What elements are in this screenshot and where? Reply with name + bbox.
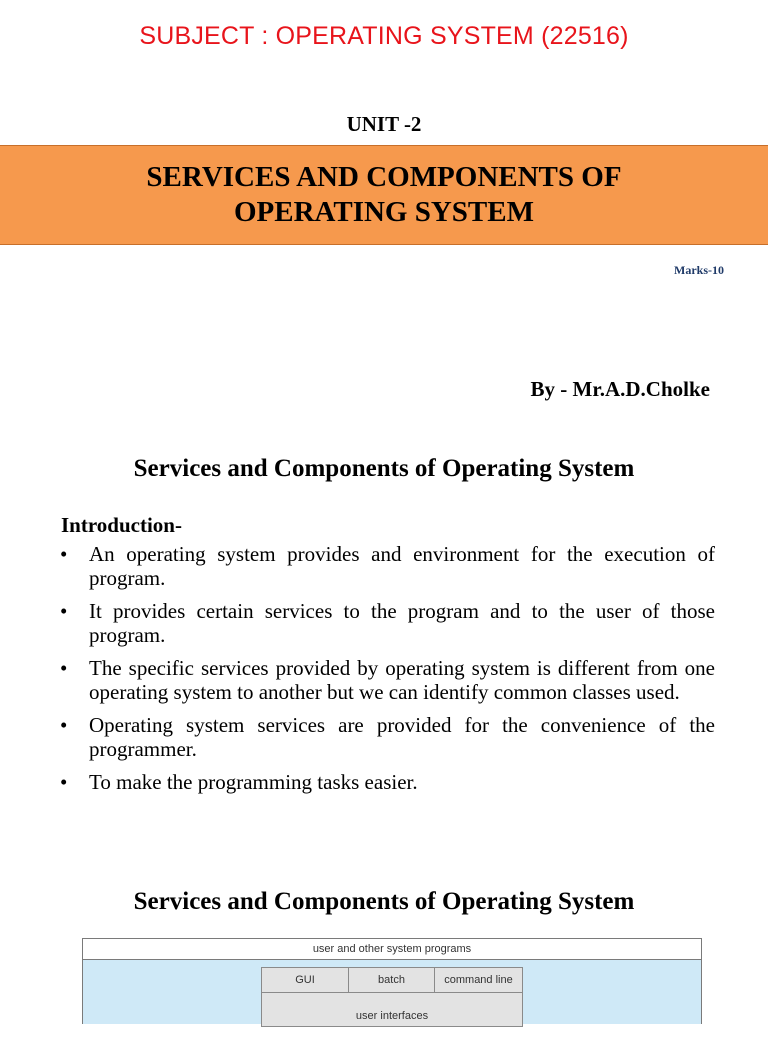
batch-cell: batch <box>349 968 435 992</box>
os-services-diagram <box>82 938 702 1024</box>
bullet-list <box>58 542 715 803</box>
bullet-icon: • <box>60 599 68 623</box>
unit-label: UNIT -2 <box>346 112 422 136</box>
bullet-item <box>58 713 715 761</box>
user-interfaces-box <box>261 967 523 1027</box>
bullet-text: An operating system provides and environment for the execution of program. <box>89 542 715 590</box>
command-line-cell: command line <box>444 974 513 986</box>
bullet-icon: • <box>60 713 68 737</box>
section-heading-2: Services and Components of Operating System <box>133 888 635 915</box>
section-heading: Services and Components of Operating System <box>133 455 635 482</box>
bullet-icon: • <box>60 542 68 566</box>
bullet-icon: • <box>60 770 68 794</box>
slide-title-line-1: SERVICES AND COMPONENTS OF <box>146 161 622 193</box>
bullet-item <box>58 656 715 704</box>
introduction-label: Introduction- <box>61 513 182 537</box>
bullet-item <box>58 770 715 794</box>
slide-title-line-2: OPERATING SYSTEM <box>234 196 534 228</box>
bullet-text: The specific services provided by operating system is different from one operating system to another but we can identify common classes used. <box>89 656 715 704</box>
bullet-icon: • <box>60 656 68 680</box>
bullet-text: It provides certain services to the program and to the user of those program. <box>89 599 715 647</box>
subject-title: SUBJECT : OPERATING SYSTEM (22516) <box>139 22 629 50</box>
bullet-item <box>58 599 715 647</box>
user-interfaces-label: user interfaces <box>262 992 522 1027</box>
author-label: By - Mr.A.D.Cholke <box>530 377 710 401</box>
title-banner <box>0 145 768 245</box>
bullet-text: To make the programming tasks easier. <box>89 770 418 794</box>
bullet-text: Operating system services are provided for the convenience of the programmer. <box>89 713 715 761</box>
gui-cell: GUI <box>262 968 349 992</box>
bullet-item <box>58 542 715 590</box>
slide-title <box>146 160 621 230</box>
marks-label: Marks-10 <box>674 263 724 277</box>
system-programs-layer: user and other system programs <box>83 939 701 960</box>
